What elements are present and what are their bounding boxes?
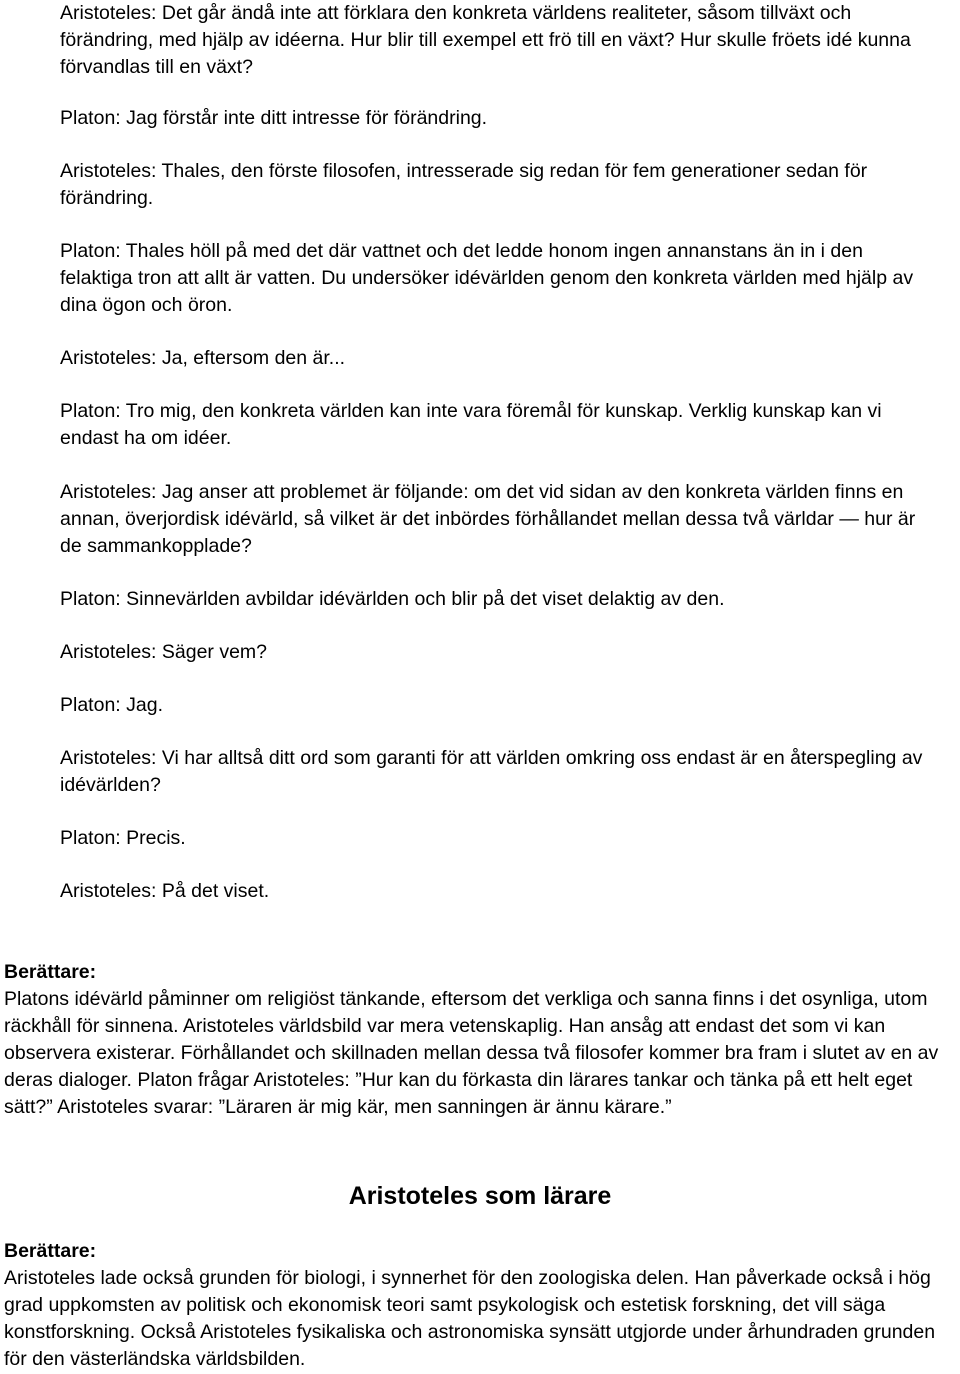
dialogue-line-platon: Platon: Thales höll på med det där vattnet och det ledde honom ingen annanstans än in i den felaktiga tron att allt är vatten. Du undersöker idévärlden genom den konkreta världen med hjälp av dina ögon och öron. <box>60 240 914 316</box>
dialogue-section <box>60 0 940 905</box>
dialogue-line-aristoteles: Aristoteles: På det viset. <box>60 880 270 902</box>
dialogue-line-aristoteles: Aristoteles: Säger vem? <box>60 641 268 663</box>
dialogue-line-aristoteles: Aristoteles: Vi har alltså ditt ord som garanti för att världen omkring oss endast är en återspegling av idévärlden? <box>60 747 923 796</box>
dialogue-line-platon: Platon: Sinnevärlden avbildar idévärlden och blir på det viset delaktig av den. <box>60 588 725 610</box>
section-title: Aristoteles som lärare <box>348 1182 612 1210</box>
narrator-block <box>4 959 956 1121</box>
dialogue-line-aristoteles: Aristoteles: Jag anser att problemet är följande: om det vid sidan av den konkreta världen finns en annan, överjordisk idévärld, så vilket är det inbördes förhållandet mellan dessa två världar — hur är de sammankopplade? <box>60 481 916 557</box>
dialogue-line-platon: Platon: Tro mig, den konkreta världen kan inte vara föremål för kunskap. Verklig kunskap kan vi endast ha om idéer. <box>60 400 882 449</box>
dialogue-line-platon: Platon: Precis. <box>60 827 186 849</box>
narrator-heading: Berättare: <box>4 1240 97 1262</box>
narrator-text: Aristoteles lade också grunden för biologi, i synnerhet för den zoologiska delen. Han påverkade också i hög grad uppkomsten av politisk och ekonomisk teori samt psykologisk och estetisk forskning, det vill säga konstforskning. Också Aristoteles fysikaliska och astronomiska synsätt utgjorde under århundraden grunden för den västerländska världsbilden. <box>4 1267 936 1370</box>
narrator-text: Platons idévärld påminner om religiöst tänkande, eftersom det verkliga och sanna finns i det osynliga, utom räckhåll för sinnena. Aristoteles världsbild var mera vetenskaplig. Han ansåg att endast det som vi kan observera existerar. Förhållandet och skillnaden mellan dessa två filosofer kommer bra fram i slutet av en av deras dialoger. Platon frågar Aristoteles: ”Hur kan du förkasta din lärares tankar och tänka på ett helt eget sätt?” Aristoteles svarar: ”Läraren är mig kär, men sanningen är ännu kärare.” <box>4 988 939 1118</box>
narrator-heading: Berättare: <box>4 961 97 983</box>
dialogue-line-platon: Platon: Jag förstår inte ditt intresse för förändring. <box>60 107 488 129</box>
dialogue-line-aristoteles: Aristoteles: Ja, eftersom den är... <box>60 347 346 369</box>
dialogue-line-platon: Platon: Jag. <box>60 694 163 716</box>
dialogue-line-aristoteles: Aristoteles: Det går ändå inte att förklara den konkreta världens realiteter, såsom tillväxt och förändring, med hjälp av idéerna. Hur blir till exempel ett frö till en växt? Hur skulle fröets idé kunna förvandlas till en växt? <box>60 2 911 78</box>
narrator-block <box>4 1238 956 1373</box>
dialogue-line-aristoteles: Aristoteles: Thales, den förste filosofen, intresserade sig redan för fem generationer sedan för förändring. <box>60 160 868 209</box>
